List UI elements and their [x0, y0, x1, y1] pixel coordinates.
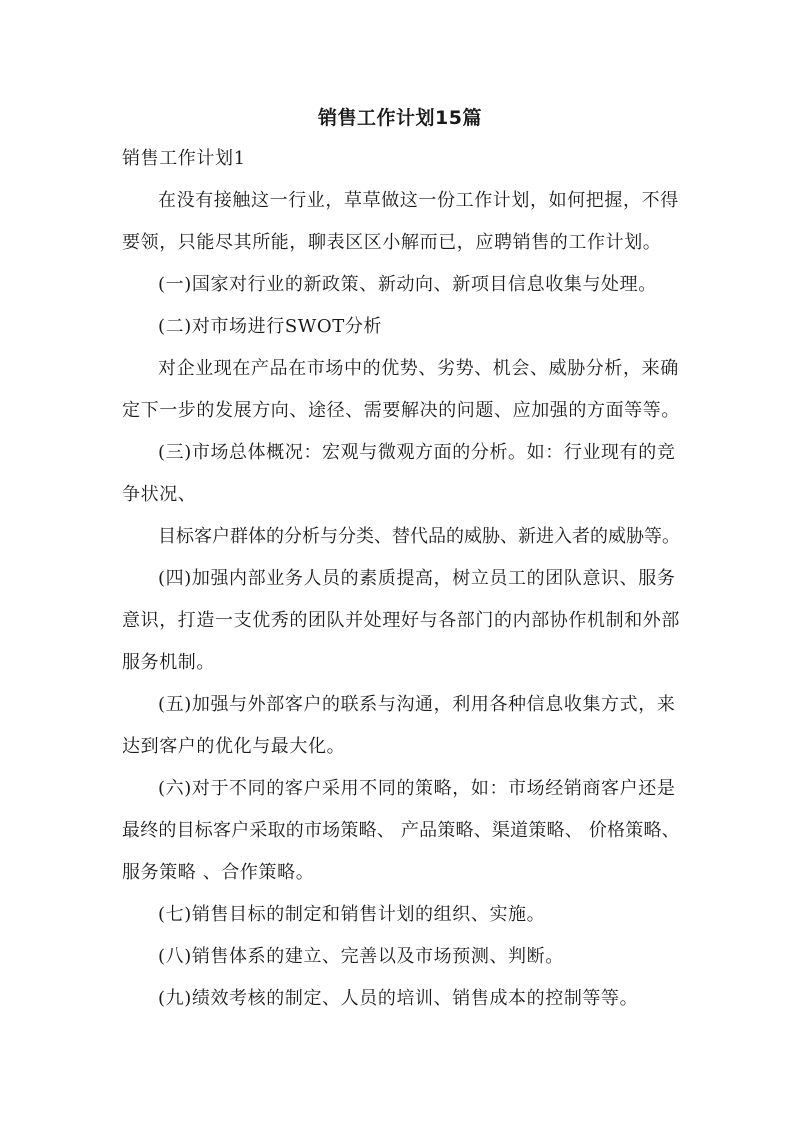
text-line: 对企业现在产品在市场中的优势、劣势、机会、威胁分析，来确	[158, 358, 679, 379]
text-line: (九)绩效考核的制定、人员的培训、销售成本的控制等等。	[158, 988, 639, 1009]
text-line: (五)加强与外部客户的联系与沟通，利用各种信息收集方式，来	[158, 694, 676, 715]
text-line: (七)销售目标的制定和销售计划的组织、实施。	[158, 904, 546, 925]
text-line: 达到客户的优化与最大化。	[122, 736, 346, 757]
text-line: (二)对市场进行SWOT分析	[158, 316, 383, 337]
text-line: 定下一步的发展方向、途径、需要解决的问题、应加强的方面等等。	[122, 400, 680, 421]
text-line: 最终的目标客户采取的市场策略、 产品策略、渠道策略、 价格策略、	[122, 820, 680, 841]
document-title: 销售工作计划15篇	[318, 107, 482, 129]
text-line: (八)销售体系的建立、完善以及市场预测、判断。	[158, 946, 564, 967]
text-line: (四)加强内部业务人员的素质提高，树立员工的团队意识、服务	[158, 568, 676, 589]
text-line: 服务策略 、合作策略。	[122, 862, 315, 883]
text-line: (三)市场总体概况：宏观与微观方面的分析。如：行业现有的竞	[158, 442, 676, 463]
text-line: (六)对于不同的客户采用不同的策略，如：市场经销商客户还是	[158, 778, 676, 799]
section-subtitle: 销售工作计划1	[122, 148, 246, 169]
text-line: 意识，打造一支优秀的团队并处理好与各部门的内部协作机制和外部	[122, 610, 680, 631]
text-line: 要领，只能尽其所能，聊表区区小解而已，应聘销售的工作计划。	[122, 232, 662, 253]
text-line: 服务机制。	[122, 652, 215, 673]
text-line: 目标客户群体的分析与分类、替代品的威胁、新进入者的威胁等。	[158, 526, 680, 547]
text-line: 争状况、	[122, 484, 197, 505]
text-line: 在没有接触这一行业，草草做这一份工作计划，如何把握，不得	[158, 190, 679, 211]
text-line: (一)国家对行业的新政策、新动向、新项目信息收集与处理。	[158, 274, 657, 295]
